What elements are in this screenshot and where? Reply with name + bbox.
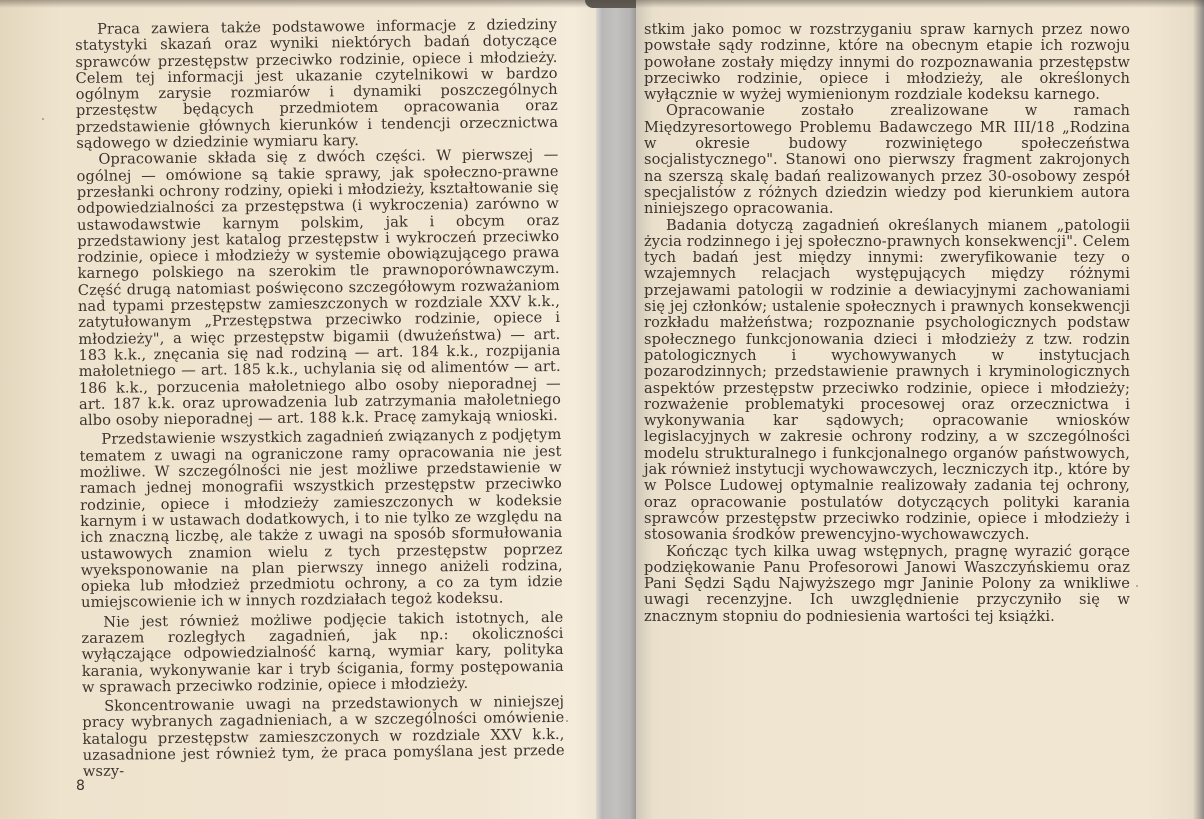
paragraph: Opracowanie składa się z dwóch części. W pierwszej — ogólnej — omówione są takie sprawy, jak społeczno-prawne przesłanki ochrony rodziny, opieki i młodzieży, kształtowanie się odpowiedzialności za przestępstwa (i wykroczenia) zarówno w ustawodawstwie karnym polskim, jak i obcym oraz przedstawiony jest katalog przestępstw i wykroczeń przeciwko rodzinie, opiece i młodzieży w systemie obowiązującego prawa karnego polskiego na szerokim tle prawnoporównawczym. Część drugą natomiast poświęcono szczegółowym rozważaniom nad typami przestępstw zamieszczonych w rozdziale XXV k.k., zatytułowanym „Przestępstwa przeciwko rodzinie, opiece i młodzieży", a więc przestępstw bigamii (dwużeństwa) — art. 183 k.k., znęcania się nad rodziną — art. 184 k.k., rozpijania małoletniego — art. 185 k.k., uchylania się od alimentów — art. 186 k.k., porzucenia małoletniego albo osoby nieporadnej — art. 187 k.k. oraz uprowadzenia lub zatrzymania małoletniego albo osoby nieporadnej — art. 188 k.k. Pracę zamykają wnioski. [76, 146, 562, 430]
page-number: 8 [76, 778, 85, 794]
paragraph: Praca zawiera także podstawowe informacje z dziedziny statystyki skazań oraz wyniki niektórych badań dotyczące sprawców przestępstw przeciwko rodzinie, opiece i młodzieży. Celem tej informacji jest ukazanie czytelnikowi w bardzo ogólnym zarysie rozmiarów i dynamiki poszczególnych przestęstw będących przedmiotem opracowania oraz przedstawienie głównych kierunków i tendencji orzecznictwa sądowego w dziedzinie wymiaru kary. [75, 15, 559, 153]
paragraph: Skoncentrowanie uwagi na przedstawionych w niniejszej pracy wybranych zagadnieniach, a w szczególności omówienie katalogu przestępstw zamieszczonych w rozdziale XXV k.k., uzasadnione jest również tym, że praca pomyślana jest przede wszy- [82, 693, 565, 781]
right-page-text [644, 22, 1130, 625]
paragraph: Opracowanie zostało zrealizowane w ramach Międzyresortowego Problemu Badawczego MR III/18 „Rodzina w okresie budowy rozwiniętego społeczeństwa socjalistycznego". Stanowi ono pierwszy fragment zakrojonych na szerszą skalę badań realizowanych przez 30-osobowy zespół specjalistów z różnych dziedzin wiedzy pod kierunkiem autora niniejszego opracowania. [644, 102, 1130, 218]
paragraph: stkim jako pomoc w rozstrzyganiu spraw karnych przez nowo powstałe sądy rodzinne, które na obecnym etapie ich rozwoju powołane zostały między innymi do rozpoznawania przestępstw przeciwko rodzinie, opiece i młodzieży, ale określonych wyłącznie w wyżej wymienionym rozdziale kodeksu karnego. [644, 21, 1130, 104]
book-spine [596, 0, 636, 819]
paper-speck [566, 720, 568, 722]
paragraph: Przedstawienie wszystkich zagadnień związanych z podjętym tematem z uwagi na ograniczone ramy opracowania nie jest możliwe. W szczególności nie jest możliwe przedstawienie w ramach jednej monografii wszystkich przestępstw przeciwko rodzinie, opiece i młodzieży zamieszczonych w kodeksie karnym i w ustawach dodatkowych, i to nie tylko ze względu na ich znaczną liczbę, ale także z uwagi na sposób sformułowania ustawowych znamion wielu z tych przestępstw poprzez wyeksponowanie na plan pierwszy innego aniżeli rodzina, opieka lub młodzież przedmiotu ochrony, a co za tym idzie umiejscowienie ich w innych rozdziałach tegoż kodeksu. [79, 426, 563, 612]
paper-speck [1136, 585, 1138, 587]
left-page-text [75, 17, 565, 781]
paragraph: Nie jest również możliwe podjęcie takich istotnych, ale zarazem rozległych zagadnień, jak np.: okoliczności wyłączające odpowiedzialność karną, wymiar kary, polityka karania, wykonywanie kar i tryb ścigania, formy postępowania w sprawach przeciwko rodzinie, opiece i młodzieży. [81, 608, 564, 696]
top-edge-shadow [0, 0, 1204, 8]
paragraph: Kończąc tych kilka uwag wstępnych, pragnę wyrazić gorące podziękowanie Panu Profesorowi Janowi Waszczyńskiemu oraz Pani Sędzi Sądu Najwyższego mgr Janinie Polony za wnikliwe uwagi recenzyjne. Ich uwzględnienie przyczyniło się w znacznym stopniu do podniesienia wartości tej książki. [644, 542, 1130, 625]
left-page [0, 0, 598, 819]
paper-speck [42, 118, 44, 120]
paragraph: Badania dotyczą zagadnień określanych mianem „patologii życia rodzinnego i jej społeczno-prawnych konsekwencji". Celem tych badań jest między innymi: zweryfikowanie tezy o wzajemnych relacjach występujących między różnymi przejawami patologii w rodzinie a dewiacyjnymi zachowaniami się jej członków; ustalenie społecznych i prawnych konsekwencji rozkładu małżeństwa; rozpoznanie psychologicznych podstaw społecznego funkcjonowania dzieci i młodzieży z tzw. rodzin patologicznych i wychowywanych w instytucjach pozarodzinnych; przedstawienie prawnych i kryminologicznych aspektów przestępstw przeciwko rodzinie, opiece i młodzieży; rozważenie problematyki procesowej oraz orzecznictwa i wykonywania kar sądowych; opracowanie wniosków legislacyjnych w zakresie ochrony rodziny, a w szczególności modelu strukturalnego i funkcjonalnego organów państwowych, jak również instytucji wychowawczych, leczniczych itp., które by w Polsce Ludowej optymalnie realizowały zadania tej ochrony, oraz opracowanie postulatów dotyczących polityki karania sprawców przestępstw przeciwko rodzinie, opiece i młodzieży i stosowania środków prewencyjno-wychowawczych. [644, 216, 1130, 544]
